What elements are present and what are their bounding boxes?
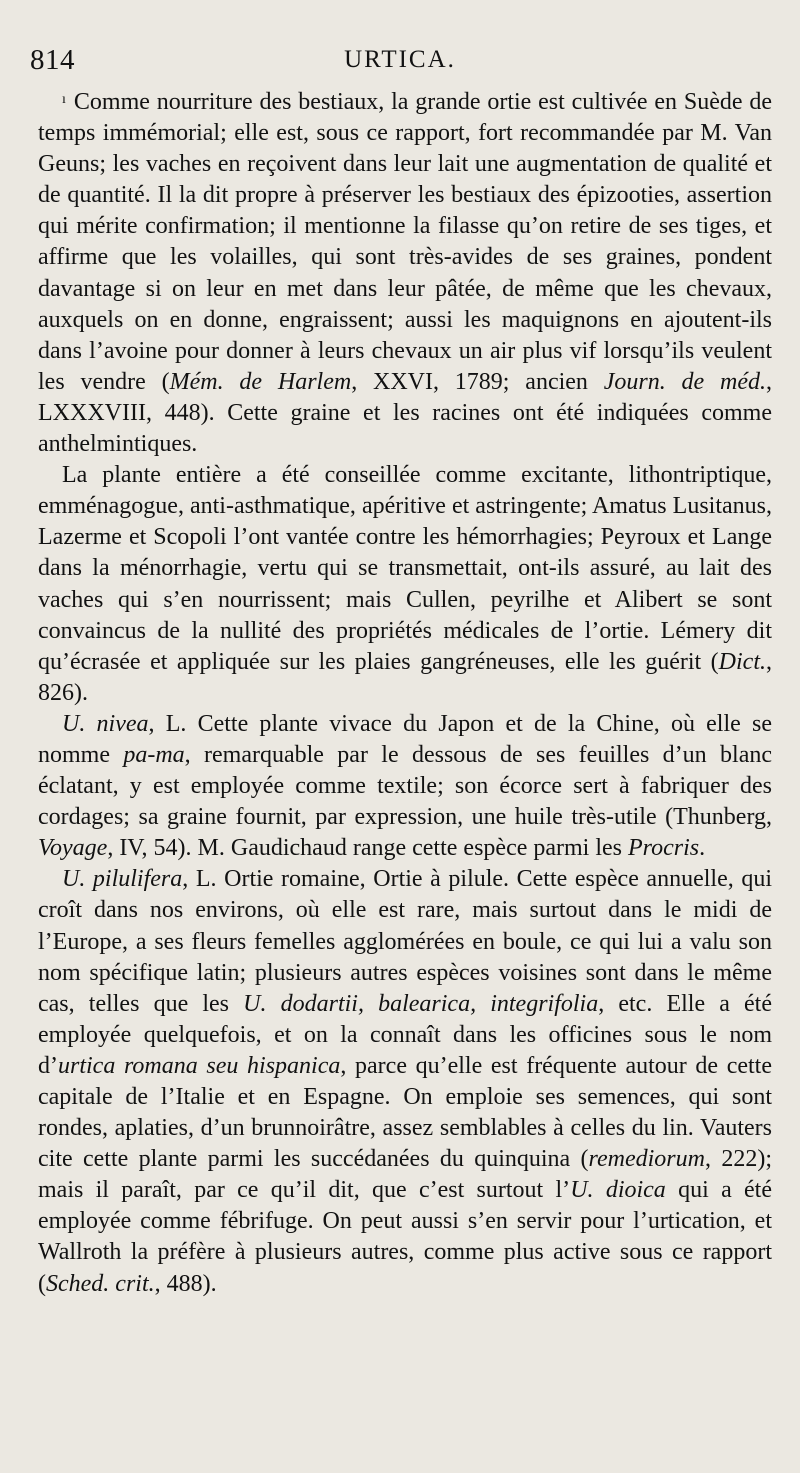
text-run: , XXVI, 1789; ancien [351,368,604,395]
text-run: , parce qu’elle est fréquente autour de cette capitale de l’Italie et en Espagne. On emploie ses semences, qui sont rondes, aplaties, d’un brunnoirâtre, assez semblables à celles du lin. Vauters cite cette plante parmi les succédanées du quinquina ( [38,1052,773,1173]
paragraph-1-text [38,89,772,457]
italic-run: U. dodartii, balearica, integrifolia [243,990,599,1017]
paragraph-medical-uses [38,460,772,709]
text-run: , 222); mais il paraît, par ce qu’il dit, que c’est surtout l’ [38,1146,772,1204]
italic-run: Voyage [38,835,108,862]
paragraph-marker: ı [62,92,66,107]
text-run: , L. Ortie romaine, Ortie à pilule. Cette espèce annuelle, qui croît dans nos environs, où elle est rare, mais surtout dans le midi de l’Europe, a ses fleurs femelles agglomérées en boule, ce qui lui a valu son nom spécifique latin; plusieurs autres espèces voisines sont dans le même cas, telles que les [38,866,772,1017]
italic-run: U. pilulifera [62,866,183,893]
text-run: Comme nourriture des bestiaux, la grande ortie est cultivée en Suède de temps immémorial; elle est, sous ce rapport, fort recommandée par M. Van Geuns; les vaches en reçoivent dans leur lait une augmentation de qualité et de quantité. Il la dit propre à préserver les bestiaux des épizooties, assertion qui mérite confirmation; il mentionne la filasse qu’on retire de ses tiges, et affirme que les volailles, qui sont très-avides de ses graines, pondent davantage si on leur en met dans leur pâtée, de même que les chevaux, auxquels on en donne, engraissent; aussi les maquignons en ajoutent-ils dans l’avoine pour donner à leurs chevaux un air plus vif lorsqu’ils veulent les vendre ( [38,89,772,395]
text-run: . [699,835,706,862]
body-text [38,84,772,1300]
italic-run: remediorum [588,1146,705,1173]
text-run: La plante entière a été conseillée comme excitante, lithontriptique, emménagogue, anti-asthmatique, apéritive et astringente; Amatus Lusitanus, Lazerme et Scopoli l’ont vantée contre les hémorrhagies; Peyroux et Lange dans la ménorrhagie, vertu qui se transmettait, ont-ils assuré, au lait des vaches qui s’en nourrissent; mais Cullen, peyrilhe et Alibert se sont convaincus de la nullité des propriétés médicales de l’ortie. Lémery dit qu’écrasée et appliquée sur les plaies gangréneuses, elle les guérit ( [38,462,772,675]
italic-run: Mém. de Harlem [169,368,352,395]
italic-run: pa-ma [123,741,185,768]
text-run: , L. Cette plante vivace du Japon et de la Chine, où elle se nomme [38,710,772,768]
text-run: , remarquable par le dessous de ses feuilles d’un blanc éclatant, y est employée comme textile; son écorce sert à fabriquer des cordages; sa graine fournit, par expression, une huile très-utile (Thunberg, [38,741,772,831]
paragraph-urtica-nivea [38,709,772,864]
paragraph-2-text [38,462,772,706]
italic-run: U. nivea [62,710,149,737]
text-run: qui a été employée comme fébrifuge. On peut aussi s’en servir pour l’urtication, et Wallroth la préfère à plusieurs autres, comme plus active sous ce rapport ( [38,1177,772,1297]
paragraph-urtica-pilulifera [38,864,772,1299]
italic-run: Dict. [718,648,766,675]
text-run: , IV, 54). M. Gaudichaud range cette espèce parmi les [107,835,629,862]
text-run: , LXXXVIII, 448). Cette graine et les racines ont été indiquées comme anthelmintiques. [38,368,773,458]
page-header [30,44,770,84]
page-number: 814 [30,44,75,76]
paragraph-3-text [38,711,772,861]
italic-run: Procris [628,835,700,862]
paragraph-fodder [38,84,772,460]
running-title: URTICA. [344,46,456,73]
italic-run: Journ. de méd. [603,368,767,395]
italic-run: Sched. crit. [46,1270,155,1297]
italic-run: U. dioica [570,1177,666,1204]
text-run: , 488). [154,1270,217,1297]
italic-run: urtica romana seu hispanica [58,1052,341,1079]
paragraph-4-text [38,866,772,1296]
text-run: , etc. Elle a été employée quelquefois, et on la connaît dans les officines sous le nom d’ [38,990,773,1079]
text-run: , 826). [38,648,772,706]
